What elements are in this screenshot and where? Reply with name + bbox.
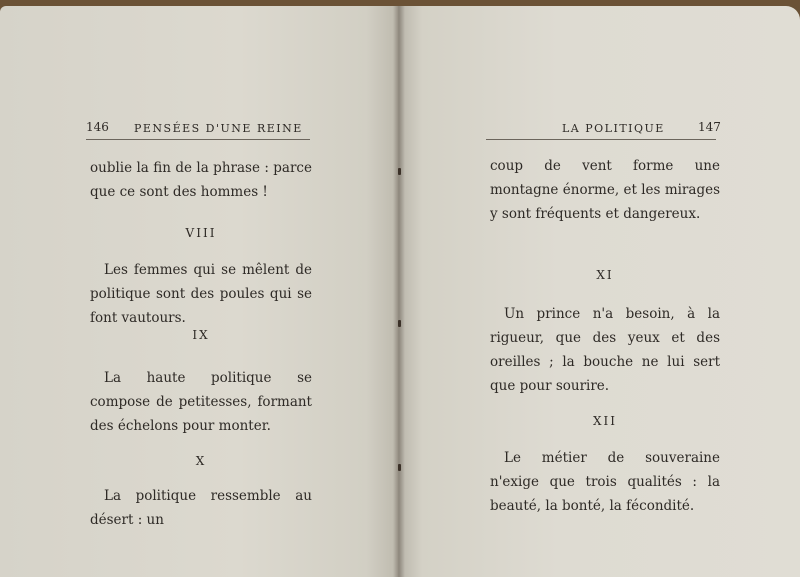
section-numeral: VIII	[185, 226, 217, 240]
section-text: La haute politique se compose de petitesses, formant des échelons pour monter.	[90, 370, 312, 434]
binding-stitch	[398, 464, 401, 471]
section-numeral: X	[195, 454, 207, 468]
right-running-head: LA POLITIQUE	[562, 122, 665, 135]
section-numeral: XI	[596, 268, 614, 282]
right-header-rule	[486, 139, 716, 140]
left-continuation-text: oublie la fin de la phrase : parce que ce sont des hommes !	[90, 160, 312, 200]
left-page	[0, 6, 398, 577]
section-text: Les femmes qui se mêlent de politique sont des poules qui se font vautours.	[90, 262, 312, 326]
right-continuation-text: coup de vent forme une montagne énorme, et les mirages y sont fréquents et dangereux.	[490, 158, 720, 222]
binding-stitch	[398, 168, 401, 175]
right-page	[398, 6, 800, 577]
section-numeral: IX	[192, 328, 210, 342]
section-numeral: XII	[592, 414, 618, 428]
section-text: Le métier de souveraine n'exige que trois qualités : la beauté, la bonté, la fécondité.	[490, 450, 720, 514]
left-header-rule	[86, 139, 310, 140]
section-text: Un prince n'a besoin, à la rigueur, que des yeux et des oreilles ; la bouche ne lui sert que pour sourire.	[490, 306, 720, 394]
right-page-number: 147	[698, 120, 721, 134]
binding-stitch	[398, 320, 401, 327]
section-text: La politique ressemble au désert : un	[90, 488, 312, 528]
left-page-number: 146	[86, 120, 109, 134]
book-gutter	[393, 6, 405, 577]
left-running-head: PENSÉES D'UNE REINE	[134, 122, 303, 135]
